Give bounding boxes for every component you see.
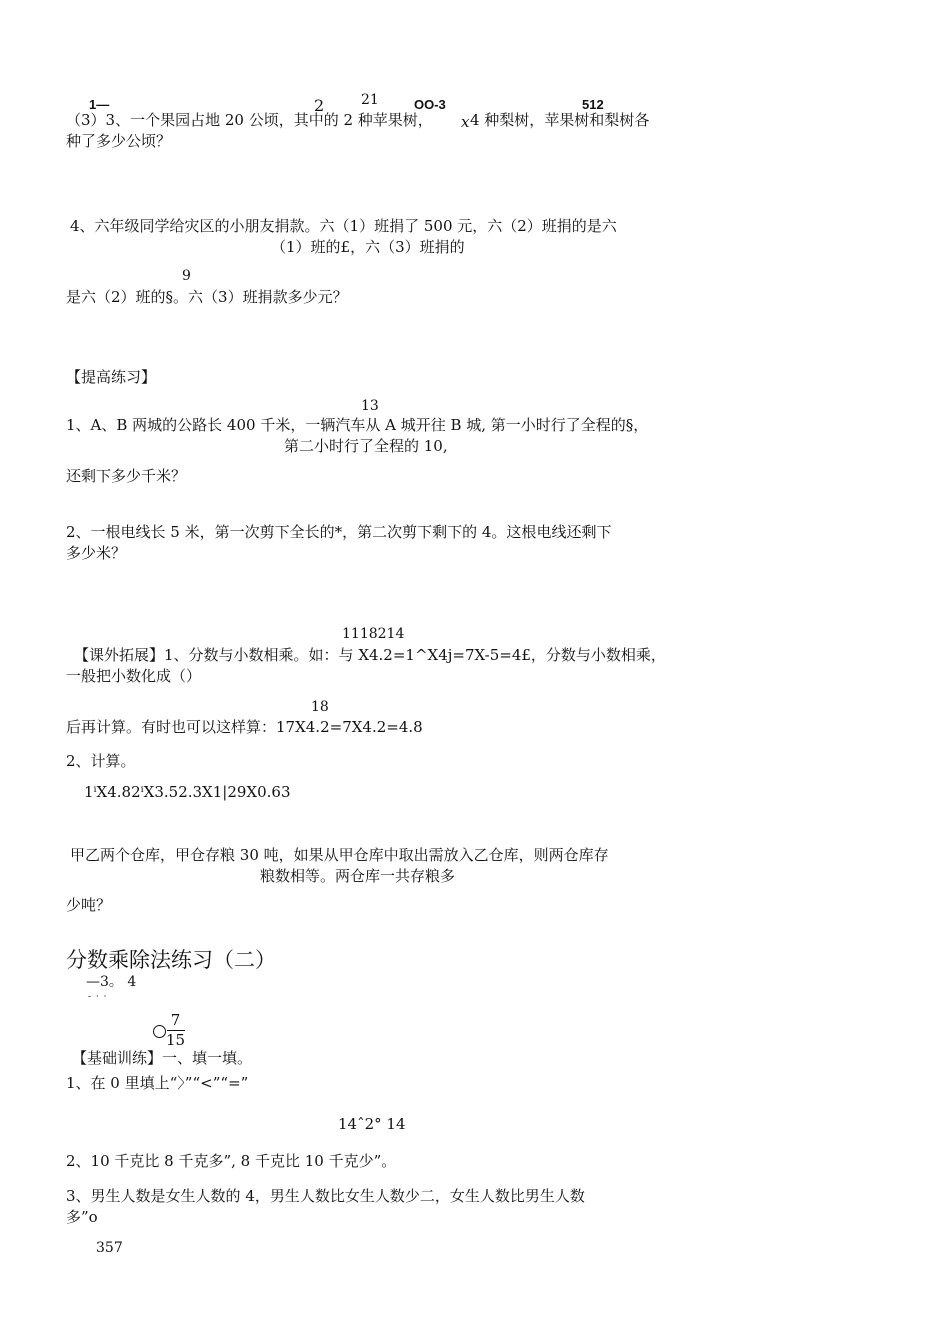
q4-line1: 4、六年级同学给灾区的小朋友捐款。六（1）班捐了 500 元，六（2）班捐的是六 — [70, 217, 617, 235]
basic-q3-line1: 3、男生人数是女生人数的 4，男生人数比女生人数少二，女生人数比男生人数 — [66, 1187, 585, 1205]
q4-line3: 是六（2）班的§。六（3）班捐款多少元？ — [66, 288, 348, 306]
improve-heading: 【提高练习】 — [66, 368, 157, 386]
improve-q2-line1: 2、一根电线长 5 米，第一次剪下全长的*，第二次剪下剩下的 4。这根电线还剩下 — [66, 523, 612, 541]
warehouse-line3: 少吨？ — [66, 896, 112, 914]
basic-q3-line2: 多”o — [66, 1208, 98, 1226]
q3-line2: 种了多少公顷？ — [66, 132, 172, 150]
extend-line3: 后再计算。有时也可以这样算：17X4.2=7X4.2=4.8 — [66, 718, 423, 736]
improve-q1-num: 13 — [361, 398, 379, 414]
section2-marks: - · · — [88, 992, 108, 1002]
q4-line2: （1）班的£，六（3）班捐的 — [271, 238, 465, 256]
improve-q1-line1: 1、A、B 两城的公路长 400 千米，一辆汽车从 A 城开往 B 城, 第一小时行了全程的§， — [66, 416, 649, 434]
extend-num2: 18 — [311, 699, 329, 715]
improve-q2-line2: 多少米？ — [66, 544, 127, 562]
q3-num-2: 2 — [314, 96, 325, 115]
section2-title: 分数乘除法练习（二） — [66, 948, 276, 972]
q3-num-512: 512 — [582, 97, 604, 112]
extend-expr: 1ⁱX4.82ⁱX3.52.3X1|29X0.63 — [84, 783, 291, 801]
q3-line1b: 4 种梨树，苹果树和梨树各 — [470, 111, 650, 129]
q3-num-1: 1— — [89, 97, 110, 112]
extend-line1: 【课外拓展】1、分数与小数相乘。如：与 X4.2=1^X4j=7X-5=4£，分数与小数相乘， — [74, 646, 666, 664]
section2-sub: —3。 4 — [86, 974, 137, 990]
extend-line2: 一般把小数化成（） — [66, 667, 202, 685]
basic-q1: 1、在 0 里填上“〉”“<”“=” — [66, 1074, 249, 1092]
improve-q1-line2: 第二小时行了全程的 10, — [284, 437, 448, 455]
fraction-numerator: 7 — [170, 1011, 181, 1029]
q3-num-21: 21 — [361, 92, 379, 108]
basic-q3-num: 357 — [96, 1240, 123, 1256]
improve-q1-line3: 还剩下多少千米？ — [66, 467, 187, 485]
warehouse-line2: 粮数相等。两仓库一共存粮多 — [260, 867, 456, 885]
extend-num: 1118214 — [342, 626, 405, 642]
section2-fraction — [166, 1012, 185, 1049]
q3-num-oo3: OO-3 — [414, 97, 446, 112]
extend-calc: 2、计算。 — [66, 752, 136, 770]
q4-num: 9 — [182, 268, 191, 284]
warehouse-line1: 甲乙两个仓库，甲仓存粮 30 吨，如果从甲仓库中取出需放入乙仓库，则两仓库存 — [70, 846, 609, 864]
fraction-denominator: 15 — [166, 1031, 186, 1049]
basic-q2: 2、10 千克比 8 千克多”, 8 千克比 10 千克少”。 — [66, 1152, 397, 1170]
basic-heading: 【基础训练】一、填一填。 — [72, 1049, 253, 1067]
q3-line1: （3）3、一个果园占地 20 公顷，其中的 2 种苹果树， — [66, 111, 433, 129]
q3-x-mark: x — [461, 113, 470, 131]
compare-circle — [153, 1025, 166, 1038]
basic-q1-expr: 14ˆ2° 14 — [338, 1115, 406, 1133]
